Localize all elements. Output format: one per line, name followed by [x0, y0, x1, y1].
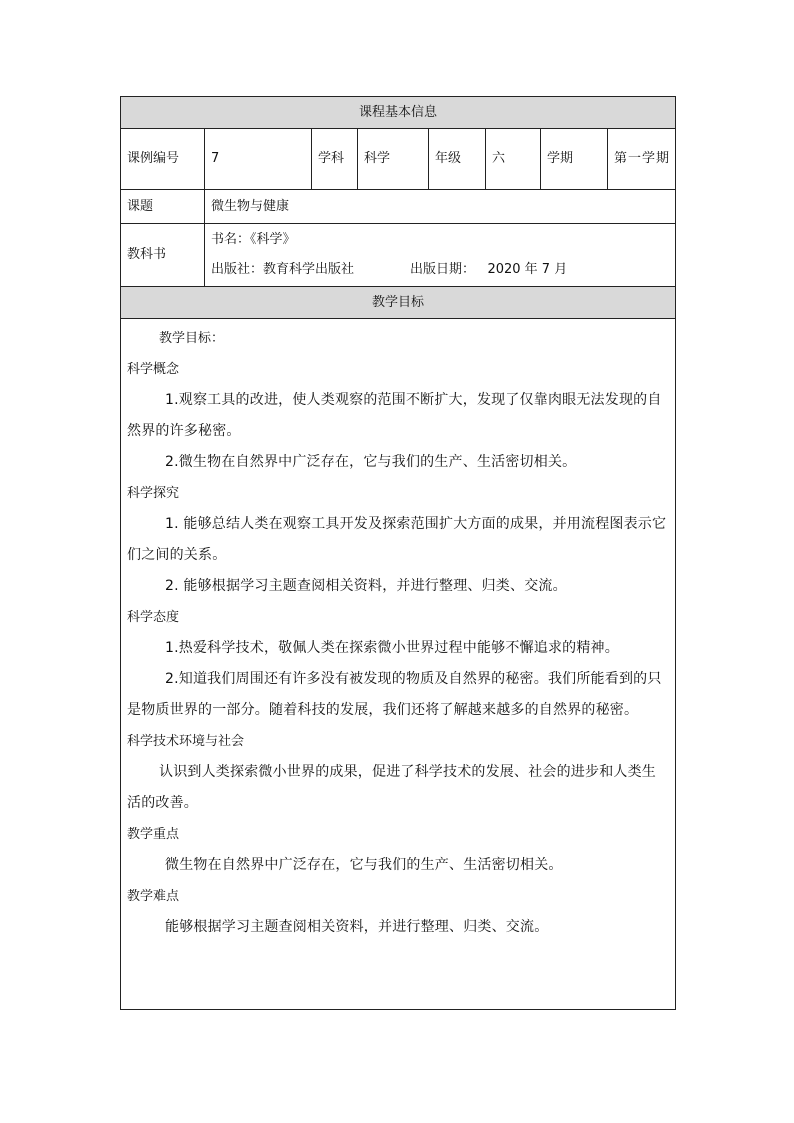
key-points-heading: 教学重点 [127, 827, 180, 842]
term-label: 学期 [541, 129, 608, 190]
concept-item-1: 1.观察工具的改进，使人类观察的范围不断扩大，发现了仅靠肉眼无法发现的自然界的许多秘密。 [127, 392, 662, 439]
difficulty-item: 能够根据学习主题查阅相关资料，并进行整理、归类、交流。 [165, 919, 549, 935]
basic-info-header: 课程基本信息 [121, 97, 676, 129]
attitude-item-2: 2.知道我们周围还有许多没有被发现的物质及自然界的秘密。我们所能看到的只是物质世界的一部分。随着科技的发展，我们还将了解越来越多的自然界的秘密。 [127, 671, 662, 718]
key-points-item: 微生物在自然界中广泛存在，它与我们的生产、生活密切相关。 [165, 857, 563, 873]
case-no-value: 7 [205, 129, 312, 190]
textbook-label: 教科书 [121, 224, 205, 287]
case-no-label: 课例编号 [121, 129, 205, 190]
textbook-row [121, 224, 676, 287]
attitude-item-1: 1.热爱科学技术，敬佩人类在探索微小世界过程中能够不懈追求的精神。 [165, 640, 619, 656]
book-name: 书名：《科学》 [211, 232, 296, 247]
course-info-table [120, 96, 676, 1010]
grade-label: 年级 [429, 129, 486, 190]
topic-label: 课题 [121, 190, 205, 224]
stse-heading: 科学技术环境与社会 [127, 734, 245, 749]
basic-info-row [121, 129, 676, 190]
concept-item-2: 2.微生物在自然界中广泛存在，它与我们的生产、生活密切相关。 [165, 454, 577, 470]
subject-value: 科学 [358, 129, 429, 190]
attitude-heading: 科学态度 [127, 610, 180, 625]
objectives-intro: 教学目标： [159, 331, 225, 346]
inquiry-heading: 科学探究 [127, 486, 180, 501]
topic-row [121, 190, 676, 224]
concept-heading: 科学概念 [127, 362, 180, 377]
difficulty-heading: 教学难点 [127, 889, 180, 904]
grade-value: 六 [486, 129, 541, 190]
publish-date: 2020 年 7 月 [487, 262, 568, 277]
stse-item-1: 认识到人类探索微小世界的成果，促进了科学技术的发展、社会的进步和人类生活的改善。 [127, 764, 656, 811]
inquiry-item-2: 2. 能够根据学习主题查阅相关资料，并进行整理、归类、交流。 [165, 578, 567, 594]
objectives-header: 教学目标 [121, 287, 676, 319]
textbook-details [205, 224, 676, 287]
objectives-body [121, 319, 676, 1010]
inquiry-item-1: 1. 能够总结人类在观察工具开发及探索范围扩大方面的成果，并用流程图表示它们之间的关系。 [127, 516, 667, 563]
publish-date-label: 出版日期： [410, 262, 476, 277]
publisher: 出版社：教育科学出版社 [211, 262, 355, 277]
subject-label: 学科 [312, 129, 358, 190]
publisher-line [211, 255, 669, 285]
topic-value: 微生物与健康 [205, 190, 676, 224]
term-value: 第一学期 [608, 129, 676, 190]
